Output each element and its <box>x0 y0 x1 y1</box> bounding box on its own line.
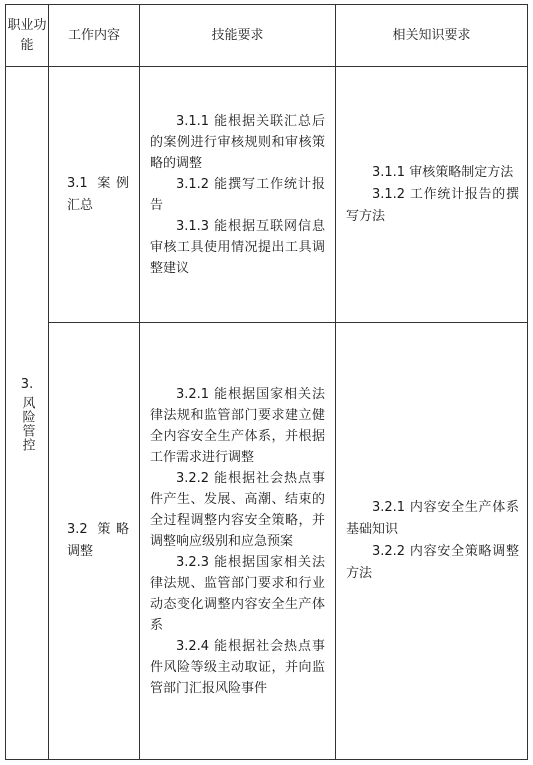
skill-cell <box>140 323 336 760</box>
knowledge-item: 3.2.1 内容安全生产体系基础知识 <box>346 500 519 537</box>
skill-cell <box>140 67 336 323</box>
skill-item: 3.1.1 能根据关联汇总后的案例进行审核规则和审核策略的调整 <box>150 113 325 171</box>
knowledge-cell <box>336 67 528 323</box>
skill-item: 3.2.4 能根据社会热点事件风险等级主动取证，并向监管部门汇报风险事件 <box>150 638 325 696</box>
func-number: 3. <box>20 376 34 392</box>
work-cell: 3.1 案例汇总 <box>49 67 140 323</box>
table-row <box>6 67 528 323</box>
skill-item: 3.2.1 能根据国家相关法律法规和监管部门要求建立健全内容安全生产体系，并根据工作需求进行调整 <box>150 386 325 465</box>
work-cell: 3.2 策略调整 <box>49 323 140 760</box>
header-knowledge: 相关知识要求 <box>336 5 528 67</box>
knowledge-item: 3.2.2 内容安全策略调整方法 <box>346 544 519 581</box>
header-skill: 技能要求 <box>140 5 336 67</box>
knowledge-item: 3.1.2 工作统计报告的撰写方法 <box>346 186 519 224</box>
header-func: 职业功能 <box>6 5 49 67</box>
func-name: 风险管控 <box>19 395 35 452</box>
skill-standard-table <box>5 4 528 760</box>
knowledge-cell <box>336 323 528 760</box>
table-header-row <box>6 5 528 67</box>
table-row <box>6 323 528 760</box>
func-cell <box>6 67 49 760</box>
skill-item: 3.2.3 能根据国家相关法律法规、监管部门要求和行业动态变化调整内容安全生产体系 <box>150 554 325 633</box>
skill-item: 3.2.2 能根据社会热点事件产生、发展、高潮、结束的全过程调整内容安全策略，并调整响应级别和应急预案 <box>150 470 325 549</box>
skill-item: 3.1.2 能撰写工作统计报告 <box>150 176 325 213</box>
skill-item: 3.1.3 能根据互联网信息审核工具使用情况提出工具调整建议 <box>150 218 325 276</box>
header-work: 工作内容 <box>49 5 140 67</box>
knowledge-item: 3.1.1 审核策略制定方法 <box>372 164 514 180</box>
